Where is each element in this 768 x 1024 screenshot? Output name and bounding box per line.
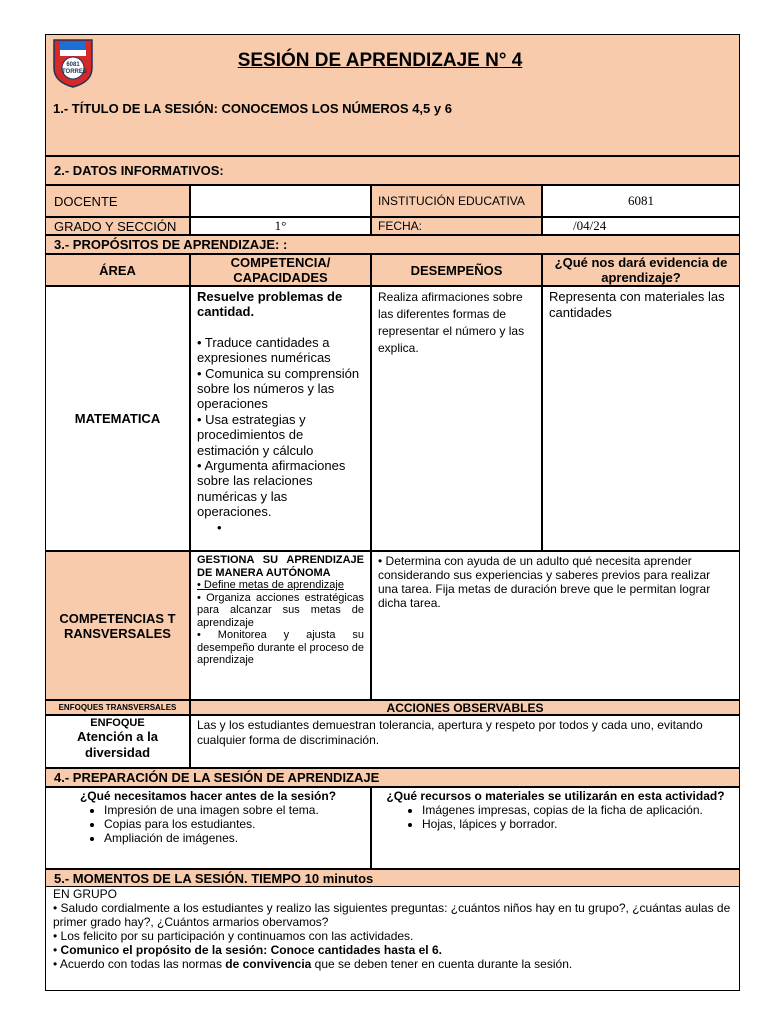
enfoque-label: ENFOQUE xyxy=(90,717,145,729)
institucion-label: INSTITUCIÓN EDUCATIVA xyxy=(371,185,542,217)
momentos-line xyxy=(53,943,733,957)
competencia-title: Resuelve problemas de cantidad. xyxy=(197,289,343,320)
momentos-grupo: EN GRUPO xyxy=(53,887,118,901)
proposito-text: Comunico el propósito de la sesión: Conoce cantidades hasta el 6. xyxy=(60,943,442,957)
enfoque-accion: Las y los estudiantes demuestran tolerancia, apertura y respeto por todos y cada uno, evitando cualquier forma de discriminación. xyxy=(190,715,740,768)
fecha-label: FECHA: xyxy=(371,217,542,235)
momentos-heading: 5.- MOMENTOS DE LA SESIÓN. TIEMPO 10 minutos xyxy=(45,869,740,887)
docente-value xyxy=(190,185,371,217)
desempeno-cell: Realiza afirmaciones sobre las diferentes formas de representar el número y las explica. xyxy=(371,286,542,551)
line4-bold: de convivencia xyxy=(225,957,312,971)
institucion-value: 6081 xyxy=(542,185,740,217)
line4-end: que se deben tener en cuenta durante la sesión. xyxy=(311,957,573,971)
grado-label: GRADO Y SECCIÓN xyxy=(45,217,190,235)
preparacion-left-item: • Copias para los estudiantes. xyxy=(104,817,366,831)
page-title: SESIÓN DE APRENDIZAJE N° 4 xyxy=(237,50,523,71)
transversal-item: • Organiza acciones estratégicas para alcanzar sus metas de aprendizaje xyxy=(197,591,364,629)
evidencia-cell: Representa con materiales las cantidades xyxy=(542,286,740,551)
col-area: ÁREA xyxy=(45,254,190,286)
preparacion-right xyxy=(371,787,740,869)
fecha-value: /04/24 xyxy=(542,217,740,235)
momentos-body xyxy=(53,887,733,971)
preparacion-left-item: • Impresión de una imagen sobre el tema. xyxy=(104,803,366,817)
transversal-item: • Define metas de aprendizaje xyxy=(197,579,344,591)
enfoque-cell xyxy=(45,715,190,768)
transversal-title: GESTIONA SU APRENDIZAJE DE MANERA AUTÓNOMA xyxy=(197,554,364,579)
col-evidencia: ¿Qué nos dará evidencia de aprendizaje? xyxy=(542,254,740,286)
preparacion-right-item: • Hojas, lápices y borrador. xyxy=(422,817,735,831)
col-competencia: COMPETENCIA/ CAPACIDADES xyxy=(190,254,371,286)
transversal-cell xyxy=(190,551,371,700)
momentos-line: • Los felicito por su participación y continuamos con las actividades. xyxy=(53,929,414,943)
preparacion-right-question: ¿Qué recursos o materiales se utilizarán en esta actividad? xyxy=(386,789,725,803)
preparacion-left-question: ¿Qué necesitamos hacer antes de la sesión? xyxy=(79,789,337,803)
transversal-desempeno: • Determina con ayuda de un adulto qué necesita aprender considerando sus experiencias y saberes previos para realizar una tarea. Fija metas de duración breve que le permitan lograr dicha tarea. xyxy=(371,551,740,700)
enfoque-name: Atención a la diversidad xyxy=(77,729,158,760)
enfoques-label: ENFOQUES TRANSVERSALES xyxy=(45,700,190,715)
capacidad-item: • Comunica su comprensión sobre los números y las operaciones xyxy=(197,365,360,412)
transversal-item: • Monitorea y ajusta su desempeño durante el proceso de aprendizaje xyxy=(197,629,364,666)
momentos-line xyxy=(53,957,733,971)
competencia-cell xyxy=(190,286,371,551)
line4-start: • Acuerdo con todas las normas xyxy=(53,957,226,971)
preparacion-left xyxy=(45,787,371,869)
bullet: • xyxy=(53,943,61,957)
propositos-heading: 3.- PROPÓSITOS DE APRENDIZAJE: : xyxy=(45,235,740,254)
logo-text: 6081 TORRES xyxy=(62,62,87,75)
preparacion-heading: 4.- PREPARACIÓN DE LA SESIÓN DE APRENDIZAJE xyxy=(45,768,740,787)
capacidad-item: • Usa estrategias y procedimientos de estimación y cálculo xyxy=(197,411,314,458)
preparacion-left-item: • Ampliación de imágenes. xyxy=(104,831,366,845)
area-matematica: MATEMATICA xyxy=(45,286,190,551)
acciones-label: ACCIONES OBSERVABLES xyxy=(190,700,740,715)
school-logo xyxy=(52,38,94,88)
preparacion-right-item: • Imágenes impresas, copias de la ficha de aplicación. xyxy=(422,803,735,817)
capacidad-item: • xyxy=(217,519,222,535)
session-title: 1.- TÍTULO DE LA SESIÓN: CONOCEMOS LOS NÚMEROS 4,5 y 6 xyxy=(53,101,452,116)
area-transversales: COMPETENCIAS TRANSVERSALES xyxy=(45,551,190,700)
col-desempenos: DESEMPEÑOS xyxy=(371,254,542,286)
grado-value: 1° xyxy=(190,217,371,235)
capacidad-item: • Traduce cantidades a expresiones numéricas xyxy=(197,334,331,366)
docente-label: DOCENTE xyxy=(45,185,190,217)
capacidad-item: • Argumenta afirmaciones sobre las relaciones numéricas y las operaciones. xyxy=(197,458,346,520)
datos-heading: 2.- DATOS INFORMATIVOS: xyxy=(45,156,740,185)
momentos-line: • Saludo cordialmente a los estudiantes y realizo las siguientes preguntas: ¿cuántos niños hay en tu grupo?, ¿cuántas aulas de primer grado hay?, ¿Cuántos armarios obervamos? xyxy=(53,901,731,929)
